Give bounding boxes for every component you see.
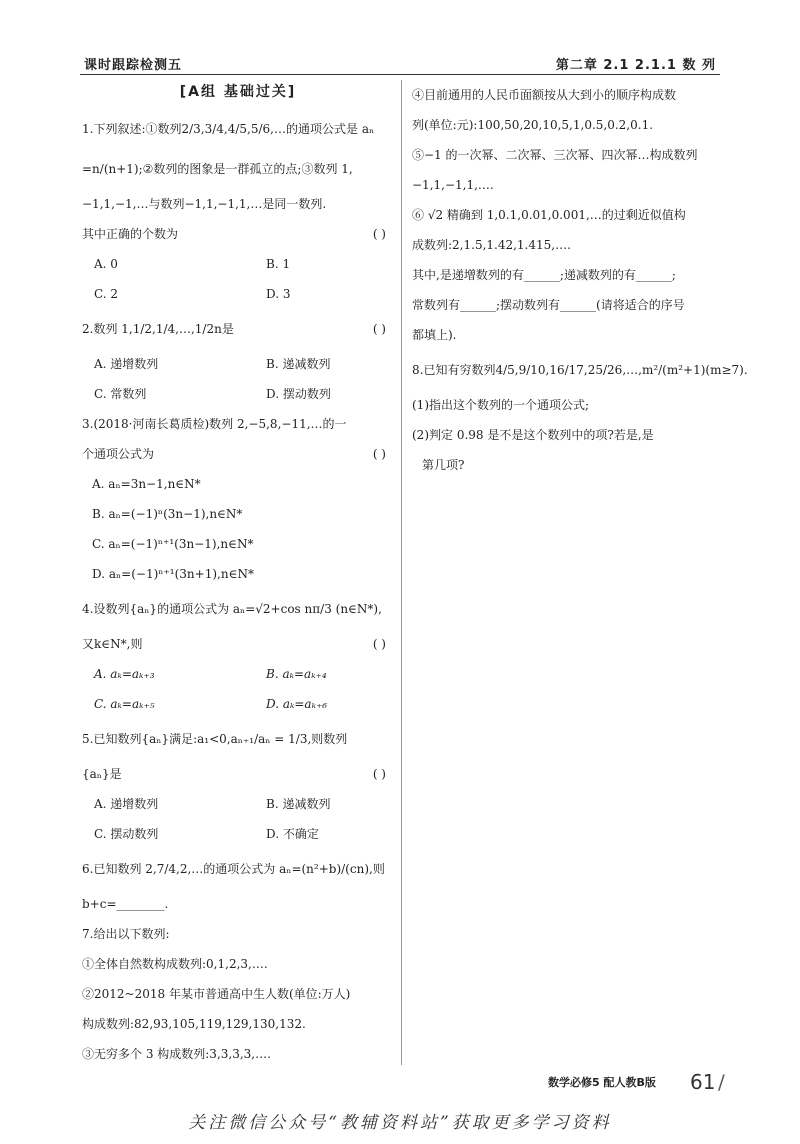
header-right: 第二章 2.1 2.1.1 数 列 (555, 58, 716, 73)
question-1-stem-end: 其中正确的个数为 (82, 227, 179, 241)
question-7-item-2-cont: 构成数列:82,93,105,119,129,130,132. (82, 1017, 306, 1031)
question-7-item-6-cont: 成数列:2,1.5,1.42,1.415,…. (412, 238, 571, 252)
question-7-line-1: 7.给出以下数列: (82, 927, 170, 941)
question-1-line-3: −1,1,−1,…与数列−1,1,−1,1,…是同一数列. (82, 197, 327, 211)
option-b: B. 递减数列 (266, 797, 331, 811)
group-title: [A组 基础过关] (179, 84, 297, 100)
answer-paren: ( ) (372, 447, 386, 461)
question-7-item-6: ⑥ √2 精确到 1,0.1,0.01,0.001,…的过剩近似值构 (412, 208, 686, 222)
left-column (82, 80, 394, 1069)
question-1-line-1: 1.下列叙述:①数列2/3,3/4,4/5,5/6,…的通项公式是 aₙ (82, 122, 375, 136)
question-8-part-1: (1)指出这个数列的一个通项公式; (412, 398, 590, 412)
question-4-line-1: 4.设数列{aₙ}的通项公式为 aₙ=√2+cos nπ/3 (n∈N*), (82, 602, 382, 616)
option-b: B. aₖ=aₖ₊₄ (266, 667, 327, 681)
option-d: D. 不确定 (266, 827, 319, 841)
option-a: A. aₖ=aₖ₊₃ (94, 667, 155, 681)
handwritten-note: 关注微信公众号“教辅资料站”获取更多学习资料 (188, 1113, 612, 1133)
question-6-blank-line: b+c=________. (82, 897, 169, 911)
option-c: C. aₖ=aₖ₊₅ (94, 697, 155, 711)
question-5-line-1: 5.已知数列{aₙ}满足:a₁<0,aₙ₊₁/aₙ = 1/3,则数列 (82, 732, 348, 746)
footer-slash: / (718, 1070, 725, 1094)
answer-paren: ( ) (372, 637, 386, 651)
question-7-item-2: ②2012~2018 年某市普通高中生人数(单位:万人) (82, 987, 351, 1001)
question-7-item-4: ④目前通用的人民币面额按从大到小的顺序构成数 (412, 88, 677, 102)
question-5-stem-end: {aₙ}是 (82, 767, 122, 781)
question-2-options-row-2 (82, 379, 394, 409)
question-3-option-b: B. aₙ=(−1)ⁿ(3n−1),n∈N* (92, 507, 243, 521)
question-7-instruction-3: 都填上). (412, 328, 457, 342)
question-7-item-5-cont: −1,1,−1,1,…. (412, 178, 494, 192)
question-5-options-row-2 (82, 819, 394, 849)
page-number: 61 (690, 1070, 716, 1094)
option-d: D. aₖ=aₖ₊₆ (266, 697, 328, 711)
question-4-options-row-1 (82, 659, 394, 689)
question-1-options-row-2 (82, 279, 394, 309)
question-2-options-row-1 (82, 349, 394, 379)
option-d: D. 3 (266, 287, 291, 301)
question-7-item-1: ①全体自然数构成数列:0,1,2,3,…. (82, 957, 268, 971)
question-7-item-5: ⑤−1 的一次幂、二次幂、三次幂、四次幂…构成数列 (412, 148, 698, 162)
question-4-line-2 (82, 629, 394, 659)
question-2-stem: 2.数列 1,1/2,1/4,…,1/2n是 (82, 322, 234, 336)
question-7-instruction-1: 其中,是递增数列的有______;递减数列的有______; (412, 268, 676, 282)
question-2-line-1 (82, 309, 394, 349)
question-5-line-2 (82, 759, 394, 789)
question-3-option-c: C. aₙ=(−1)ⁿ⁺¹(3n−1),n∈N* (92, 537, 254, 551)
option-a: A. 递增数列 (94, 357, 159, 371)
option-c: C. 常数列 (94, 387, 147, 401)
question-7-item-3: ③无穷多个 3 构成数列:3,3,3,3,…. (82, 1047, 271, 1061)
question-4-stem-end: 又k∈N*,则 (82, 637, 143, 651)
question-4-options-row-2 (82, 689, 394, 719)
question-3-stem-end: 个通项公式为 (82, 447, 155, 461)
question-3-option-a: A. aₙ=3n−1,n∈N* (92, 477, 201, 491)
option-a: A. 递增数列 (94, 797, 159, 811)
option-b: B. 1 (266, 257, 291, 271)
question-6-line-1: 6.已知数列 2,7/4,2,…的通项公式为 aₙ=(n²+b)/(cn),则 (82, 862, 385, 876)
option-a: A. 0 (94, 257, 118, 271)
question-7-item-4-cont: 列(单位:元):100,50,20,10,5,1,0.5,0.2,0.1. (412, 118, 654, 132)
answer-paren: ( ) (372, 767, 386, 781)
question-1-options-row-1 (82, 249, 394, 279)
footer-book-label: 数学必修5 配人教B版 (548, 1076, 656, 1089)
right-column (412, 80, 748, 480)
question-3-option-d: D. aₙ=(−1)ⁿ⁺¹(3n+1),n∈N* (92, 567, 254, 581)
question-8-part-2-cont: 第几项? (422, 458, 465, 472)
answer-paren: ( ) (372, 322, 386, 336)
question-3-line-1: 3.(2018·河南长葛质检)数列 2,−5,8,−11,…的一 (82, 417, 347, 431)
question-1-line-4 (82, 219, 394, 249)
header-rule (80, 74, 720, 75)
question-8-part-2: (2)判定 0.98 是不是这个数列中的项?若是,是 (412, 428, 654, 442)
option-b: B. 递减数列 (266, 357, 331, 371)
question-1-line-2: =n/(n+1);②数列的图象是一群孤立的点;③数列 1, (82, 162, 353, 176)
option-c: C. 摆动数列 (94, 827, 159, 841)
header-left: 课时跟踪检测五 (84, 58, 183, 73)
option-d: D. 摆动数列 (266, 387, 331, 401)
question-7-instruction-2: 常数列有______;摆动数列有______(请将适合的序号 (412, 298, 685, 312)
answer-paren: ( ) (372, 227, 386, 241)
column-divider (401, 80, 402, 1065)
option-c: C. 2 (94, 287, 119, 301)
question-3-line-2 (82, 439, 394, 469)
question-5-options-row-1 (82, 789, 394, 819)
question-8-line-1: 8.已知有穷数列4/5,9/10,16/17,25/26,…,m²/(m²+1)(m≥7). (412, 363, 748, 377)
